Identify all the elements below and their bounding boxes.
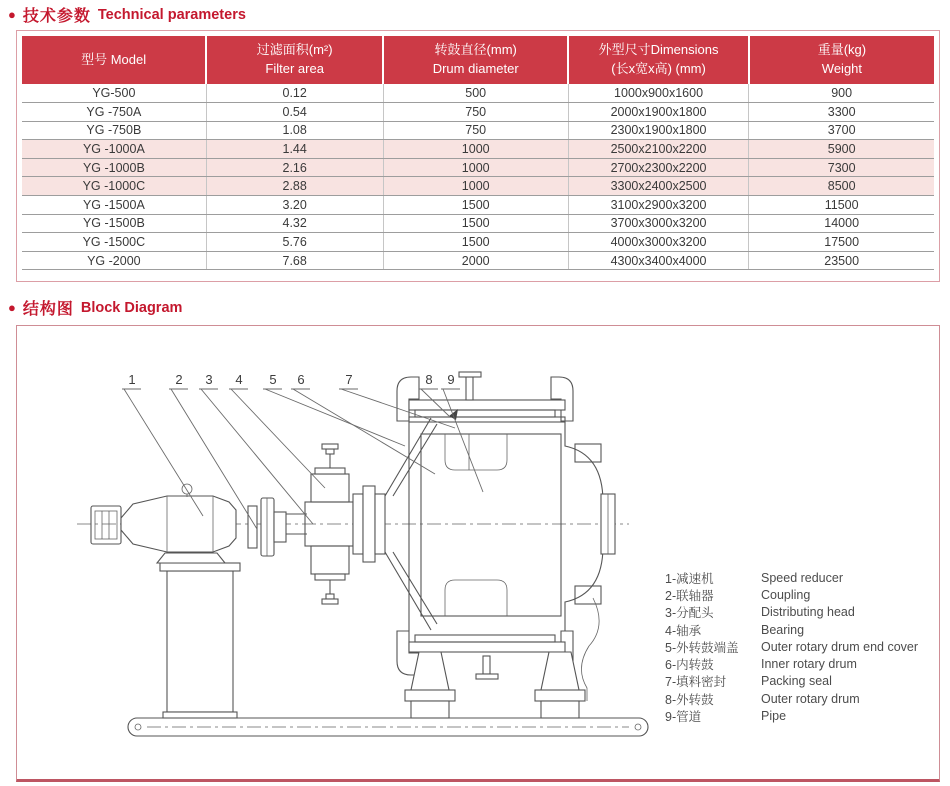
cell-filter-area: 1.44 <box>206 140 383 159</box>
callout-number: 4 <box>235 372 243 387</box>
legend-label-zh: 8-外转鼓 <box>665 692 714 707</box>
cell-weight: 11500 <box>749 196 934 215</box>
column-header: 转鼓直径(mm) Drum diameter <box>383 36 568 84</box>
cell-dimensions: 3100x2900x3200 <box>568 196 749 215</box>
block-diagram-panel <box>16 325 940 782</box>
cell-weight: 23500 <box>749 251 934 270</box>
cell-model: YG -750B <box>22 121 206 140</box>
cell-filter-area: 3.20 <box>206 196 383 215</box>
bullet-icon: ● <box>8 7 16 22</box>
legend-label-zh: 5-外转鼓端盖 <box>665 640 739 655</box>
heading-zh: 技术参数 <box>22 8 91 25</box>
cell-dimensions: 2500x2100x2200 <box>568 140 749 159</box>
inner-drum <box>421 434 561 616</box>
cell-weight: 5900 <box>749 140 934 159</box>
cell-drum-diameter: 1500 <box>383 196 568 215</box>
technical-parameters-heading <box>8 3 246 26</box>
table-row <box>22 121 934 140</box>
cell-weight: 900 <box>749 84 934 103</box>
motor <box>91 506 121 544</box>
cell-dimensions: 1000x900x1600 <box>568 84 749 103</box>
heading-en: Technical parameters <box>97 6 246 23</box>
table-row <box>22 158 934 177</box>
cell-drum-diameter: 1500 <box>383 214 568 233</box>
legend-label-zh: 2-联轴器 <box>665 588 714 603</box>
legend-label-en: Inner rotary drum <box>761 657 857 672</box>
legend-label-en: Bearing <box>761 622 805 637</box>
legend-label-en: Pipe <box>761 709 787 724</box>
cell-drum-diameter: 750 <box>383 121 568 140</box>
cell-filter-area: 0.12 <box>206 84 383 103</box>
cell-weight: 3700 <box>749 121 934 140</box>
legend-label-en: Distributing head <box>761 605 855 620</box>
cell-dimensions: 3700x3000x3200 <box>568 214 749 233</box>
cell-model: YG -1000A <box>22 140 206 159</box>
table-row <box>22 196 934 215</box>
cell-model: YG -1000C <box>22 177 206 196</box>
cell-drum-diameter: 500 <box>383 84 568 103</box>
table-row <box>22 177 934 196</box>
column-header: 重量(kg) Weight <box>749 36 934 84</box>
legend-item <box>665 586 935 603</box>
legend-item <box>665 690 935 707</box>
cell-drum-diameter: 1000 <box>383 177 568 196</box>
cell-drum-diameter: 750 <box>383 103 568 122</box>
cell-filter-area: 4.32 <box>206 214 383 233</box>
cell-weight: 14000 <box>749 214 934 233</box>
legend-label-zh: 1-减速机 <box>665 571 714 586</box>
callout-number: 9 <box>447 372 455 387</box>
callout-number: 6 <box>297 372 305 387</box>
legend-label-zh: 3-分配头 <box>665 606 714 621</box>
cell-model: YG-500 <box>22 84 206 103</box>
callout-number: 2 <box>175 372 183 387</box>
callout-number: 1 <box>128 372 136 387</box>
legend-label-zh: 9-管道 <box>665 710 702 725</box>
cell-filter-area: 5.76 <box>206 233 383 252</box>
cell-drum-diameter: 1000 <box>383 158 568 177</box>
cell-model: YG -1000B <box>22 158 206 177</box>
legend-item <box>665 569 935 586</box>
legend-label-en: Speed reducer <box>761 570 844 585</box>
cell-model: YG -750A <box>22 103 206 122</box>
legend-label-en: Packing seal <box>761 674 832 689</box>
legend-label-en: Outer rotary drum <box>761 691 860 706</box>
table-row <box>22 251 934 270</box>
table-row <box>22 103 934 122</box>
cell-dimensions: 4300x3400x4000 <box>568 251 749 270</box>
table-row <box>22 84 934 103</box>
cell-dimensions: 2700x2300x2200 <box>568 158 749 177</box>
legend-item <box>665 638 935 655</box>
column-header: 外型尺寸Dimensions (长x宽x高) (mm) <box>568 36 749 84</box>
table-row <box>22 233 934 252</box>
heading-en: Block Diagram <box>80 299 183 316</box>
callout-number: 8 <box>425 372 433 387</box>
cell-weight: 3300 <box>749 103 934 122</box>
table-row <box>22 214 934 233</box>
base-plate <box>128 718 648 736</box>
cell-drum-diameter: 1000 <box>383 140 568 159</box>
cell-filter-area: 7.68 <box>206 251 383 270</box>
legend-label-zh: 6-内转鼓 <box>665 658 714 673</box>
packing-seal <box>353 486 385 562</box>
legend-label-en: Coupling <box>761 587 811 602</box>
cell-weight: 7300 <box>749 158 934 177</box>
legend-label-zh: 4-轴承 <box>665 623 702 638</box>
outer-drum-top-cover <box>397 372 573 422</box>
block-diagram-heading <box>8 296 182 319</box>
bullet-icon: ● <box>8 300 16 315</box>
cell-dimensions: 3300x2400x2500 <box>568 177 749 196</box>
technical-parameters-table-frame <box>16 30 940 282</box>
legend-item <box>665 673 935 690</box>
table-row <box>22 140 934 159</box>
cell-filter-area: 1.08 <box>206 121 383 140</box>
callout-number: 3 <box>205 372 213 387</box>
cell-dimensions: 2000x1900x1800 <box>568 103 749 122</box>
coupling <box>248 498 286 556</box>
cell-filter-area: 2.88 <box>206 177 383 196</box>
callout-number: 7 <box>345 372 353 387</box>
cell-filter-area: 0.54 <box>206 103 383 122</box>
legend-item <box>665 621 935 638</box>
cell-weight: 8500 <box>749 177 934 196</box>
callout-number: 5 <box>269 372 277 387</box>
cell-weight: 17500 <box>749 233 934 252</box>
cell-model: YG -1500B <box>22 214 206 233</box>
legend-item <box>665 655 935 672</box>
pedestal-stand <box>160 563 240 718</box>
cell-model: YG -1500C <box>22 233 206 252</box>
legend-item <box>665 707 935 724</box>
technical-parameters-table <box>22 36 934 270</box>
table-body <box>22 84 934 270</box>
legend-label-en: Outer rotary drum end cover <box>761 639 919 654</box>
cell-drum-diameter: 1500 <box>383 233 568 252</box>
cell-model: YG -2000 <box>22 251 206 270</box>
heading-zh: 结构图 <box>22 301 74 318</box>
legend-label-zh: 7-填料密封 <box>665 675 727 690</box>
outer-drum-body <box>409 422 615 631</box>
speed-reducer <box>121 484 236 563</box>
cell-drum-diameter: 2000 <box>383 251 568 270</box>
legend-item <box>665 604 935 621</box>
table-header-row <box>22 36 934 84</box>
cell-filter-area: 2.16 <box>206 158 383 177</box>
column-header: 型号 Model <box>22 36 206 84</box>
parts-legend <box>665 569 935 725</box>
cell-dimensions: 4000x3000x3200 <box>568 233 749 252</box>
cell-model: YG -1500A <box>22 196 206 215</box>
column-header: 过滤面积(m²) Filter area <box>206 36 383 84</box>
cell-dimensions: 2300x1900x1800 <box>568 121 749 140</box>
